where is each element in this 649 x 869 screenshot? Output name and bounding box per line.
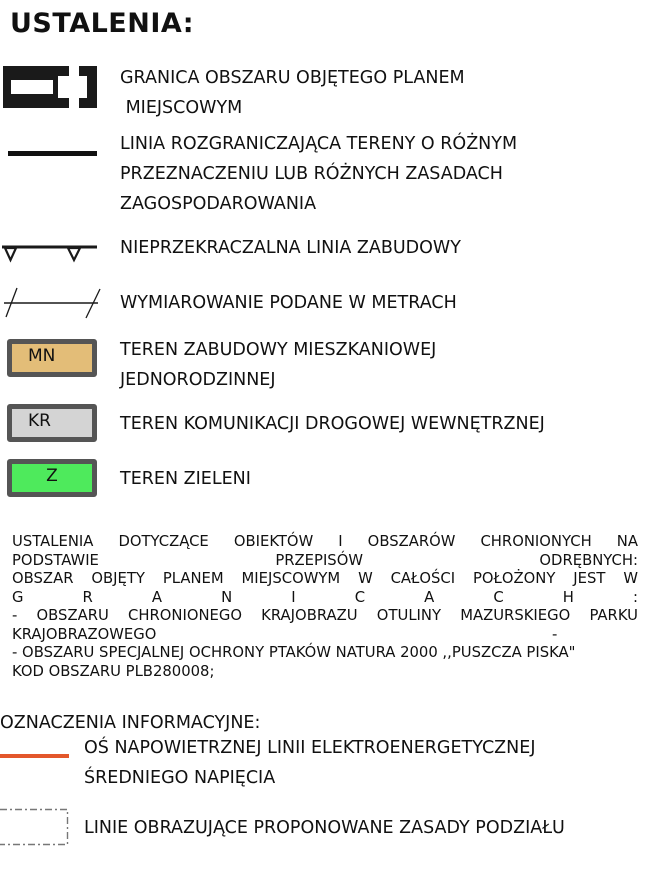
paragraph-line: USTALENIA DOTYCZĄCE OBIEKTÓW I OBSZARÓW CHRONIONYCH NA bbox=[12, 533, 638, 550]
dividing-line-symbol bbox=[8, 151, 97, 156]
division-proposal-symbol bbox=[0, 808, 70, 846]
legend-label-line: OŚ NAPOWIETRZNEJ LINII ELEKTROENERGETYCZNEJ bbox=[84, 738, 536, 758]
zone-mn-box bbox=[7, 339, 97, 377]
paragraph-line: OBSZAR OBJĘTY PLANEM MIEJSCOWYM W CAŁOŚCI POŁOŻONY JEST W bbox=[12, 570, 638, 587]
legend-label-line: PRZEZNACZENIU LUB RÓŻNYCH ZASADACH bbox=[120, 164, 503, 184]
paragraph-line: - OBSZARU SPECJALNEJ OCHRONY PTAKÓW NATURA 2000 ,,PUSZCZA PISKA" bbox=[12, 644, 576, 661]
legend-label-line: LINIA ROZGRANICZAJĄCA TERENY O RÓŻNYM bbox=[120, 134, 518, 154]
paragraph-line: KOD OBSZARU PLB280008; bbox=[12, 662, 215, 680]
info-item-power-line bbox=[84, 733, 535, 793]
paragraph-line: PODSTAWIE PRZEPISÓW ODRĘBNYCH: bbox=[12, 551, 638, 569]
legend-item-mn bbox=[120, 335, 436, 395]
legend-label-line: WYMIAROWANIE PODANE W METRACH bbox=[120, 293, 457, 313]
dimension-line-symbol bbox=[2, 285, 102, 321]
legend-label-line: ZAGOSPODAROWANIA bbox=[120, 194, 317, 214]
protected-areas-paragraph bbox=[12, 533, 638, 681]
zone-kr-box bbox=[7, 404, 97, 442]
zone-code: KR bbox=[28, 411, 51, 431]
legend-label-line: ŚREDNIEGO NAPIĘCIA bbox=[84, 768, 276, 788]
power-line-symbol bbox=[0, 754, 69, 758]
legend-label-line: LINIE OBRAZUJĄCE PROPONOWANE ZASADY PODZIAŁU bbox=[84, 818, 565, 838]
legend-item-z bbox=[120, 464, 251, 494]
zone-code: MN bbox=[28, 346, 56, 366]
legend-label-line: GRANICA OBSZARU OBJĘTEGO PLANEM bbox=[120, 68, 465, 88]
legend-label-line: JEDNORODZINNEJ bbox=[120, 370, 276, 390]
zone-z-box bbox=[7, 459, 97, 497]
legend-label-line: MIEJSCOWYM bbox=[120, 98, 243, 118]
legend-item-building-line bbox=[120, 233, 461, 263]
legend-label-line: TEREN ZIELENI bbox=[120, 469, 251, 489]
legend-item-plan-boundary bbox=[120, 63, 465, 123]
legend-label-line: TEREN KOMUNIKACJI DROGOWEJ WEWNĘTRZNEJ bbox=[120, 414, 545, 434]
legend-item-dividing-line bbox=[120, 129, 517, 219]
legend-label-line: TEREN ZABUDOWY MIESZKANIOWEJ bbox=[120, 340, 437, 360]
informational-heading: OZNACZENIA INFORMACYJNE: bbox=[0, 713, 261, 733]
paragraph-line: G R A N I C A C H : bbox=[12, 588, 638, 606]
plan-boundary-symbol bbox=[3, 64, 101, 110]
paragraph-line: - OBSZARU CHRONIONEGO KRAJOBRAZU OTULINY MAZURSKIEGO PARKU bbox=[12, 607, 638, 624]
legend-label-line: NIEPRZEKRACZALNA LINIA ZABUDOWY bbox=[120, 238, 461, 258]
paragraph-line: KRAJOBRAZOWEGO - bbox=[12, 625, 558, 643]
zone-code: Z bbox=[46, 466, 58, 486]
legend-item-dimension-line bbox=[120, 288, 457, 318]
building-line-symbol bbox=[2, 243, 98, 265]
page-title: USTALENIA: bbox=[10, 8, 195, 39]
info-item-division-proposal bbox=[84, 813, 565, 843]
legend-item-kr bbox=[120, 409, 545, 439]
